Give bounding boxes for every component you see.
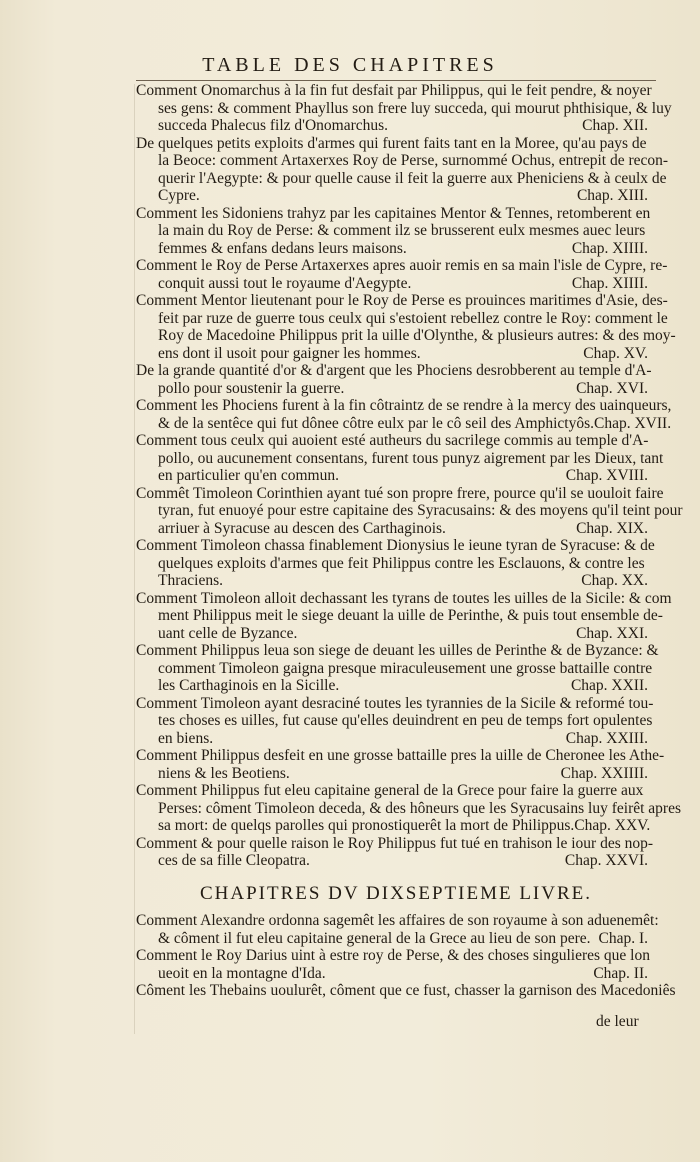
toc-entry-line-last bbox=[136, 625, 656, 643]
catchword: de leur bbox=[596, 1013, 639, 1030]
chapter-number: Chap. I. bbox=[598, 929, 648, 947]
toc-entry bbox=[136, 537, 656, 590]
toc-entry-text: conquit aussi tout le royaume d'Aegypte. bbox=[158, 274, 412, 292]
chapter-number: Chap. XX. bbox=[581, 572, 648, 589]
toc-entry-text: les Carthaginois en la Sicille. bbox=[158, 677, 340, 694]
chapter-number: Chap. XXV. bbox=[574, 817, 651, 834]
toc-entry-text: Cypre. bbox=[158, 187, 200, 204]
toc-entry-text: uant celle de Byzance. bbox=[158, 624, 298, 642]
toc-entry-line-last bbox=[136, 765, 656, 783]
toc-entry-text: quelques exploits d'armes que feit Philippus contre les Esclauons, & contre les bbox=[158, 554, 645, 572]
left-margin-line bbox=[134, 84, 135, 1034]
chapter-list-book-17 bbox=[136, 912, 676, 1000]
toc-entry bbox=[136, 484, 683, 538]
toc-entry-text: Comment le Roy Darius uint à estre roy de Perse, & des choses singulieres que lon bbox=[136, 947, 650, 964]
toc-entry-text: Comment les Sidoniens trahyz par les capitaines Mentor & Tennes, retomberent en bbox=[136, 204, 651, 222]
toc-entry bbox=[136, 835, 656, 870]
toc-entry-line-last bbox=[136, 117, 656, 135]
chapter-number: Chap. XVIII. bbox=[565, 467, 648, 484]
toc-entry-line-last bbox=[136, 275, 656, 293]
toc-entry bbox=[136, 947, 656, 982]
chapter-number: Chap. XVII. bbox=[594, 414, 672, 432]
toc-entry-text: Comment & pour quelle raison le Roy Philippus fut tué en trahison le iour des nop- bbox=[136, 834, 654, 852]
toc-entry-text: ment Philippus meit le siege deuant la uille de Perinthe, & puis tout ensemble de- bbox=[158, 607, 663, 624]
toc-entry-line-last bbox=[136, 965, 656, 983]
toc-entry-text: Comment Philippus leua son siege de deuant les uilles de Perinthe & de Byzance: & bbox=[136, 642, 659, 659]
toc-entry-text: tes choses es uilles, fut cause qu'elles deuindrent en peu de temps fort opulentes bbox=[158, 712, 653, 729]
toc-entry bbox=[136, 589, 672, 643]
toc-entry-text: Comment Philippus desfeit en une grosse battaille pres la uille de Cheronee les Athe- bbox=[136, 747, 665, 764]
toc-entry bbox=[136, 397, 672, 432]
toc-entry-text: Roy de Macedoine Philippus prit la uille d'Olynthe, & plusieurs autres: & des moy- bbox=[158, 327, 676, 344]
toc-entry-text: en particulier qu'en commun. bbox=[158, 467, 339, 484]
section-title: CHAPITRES DV DIXSEPTIEME LIVRE. bbox=[199, 883, 593, 904]
toc-entry bbox=[136, 82, 672, 135]
toc-entry bbox=[136, 695, 656, 748]
toc-entry-text: la main du Roy de Perse: & comment ilz se brusserent eulx mesmes auec leurs bbox=[158, 222, 646, 239]
toc-entry-text: niens & les Beotiens. bbox=[158, 764, 290, 782]
toc-entry-line-last bbox=[136, 520, 656, 538]
toc-entry-line-last bbox=[136, 345, 656, 363]
chapter-number: Chap. XIIII. bbox=[571, 239, 648, 257]
toc-entry-line-last bbox=[136, 930, 656, 948]
chapter-number: Chap. XII. bbox=[582, 117, 648, 134]
toc-entry-text: sa mort: de quelqs parolles qui pronostiquerêt la mort de Philippus. bbox=[158, 817, 575, 834]
toc-entry-text: comment Timoleon gaigna presque miraculeusement une grosse battaille contre bbox=[158, 659, 653, 677]
chapter-number: Chap. XIII. bbox=[576, 187, 648, 204]
toc-entry-text: pollo, ou aucunement consentans, furent tous punyz aigrement par les Dieux, tant bbox=[158, 449, 664, 467]
toc-entry-line-last bbox=[136, 240, 656, 258]
toc-entry-line-last bbox=[136, 380, 656, 398]
toc-entry-text: Comment les Phociens furent à la fin côtraintz de se rendre à la mercy des uainqueurs, bbox=[136, 397, 672, 414]
chapter-number: Chap. XXI. bbox=[576, 624, 648, 642]
toc-entry-text: & de la sentêce qui fut dônee côtre eulx par le cô seil des Amphictyôs. bbox=[158, 414, 595, 432]
toc-entry-text: Côment les Thebains uoulurêt, côment que ce fust, chasser la garnison des Macedoniês bbox=[136, 982, 676, 999]
toc-entry-text: Comment Alexandre ordonna sagemêt les affaires de son royaume à son aduenemêt: bbox=[136, 912, 659, 929]
toc-entry-text: succeda Phalecus filz d'Onomarchus. bbox=[158, 117, 389, 134]
chapter-number: Chap. XVI. bbox=[576, 379, 648, 397]
toc-entry-text: & côment il fut eleu capitaine general de la Grece au lieu de son pere. bbox=[158, 929, 591, 947]
toc-entry-text: Comment le Roy de Perse Artaxerxes apres auoir remis en sa main l'isle de Cypre, re- bbox=[136, 257, 668, 274]
toc-entry-text: feit par ruze de guerre tous ceulx qui s'estoient rebellez contre le Roy: comment le bbox=[158, 309, 668, 327]
toc-entry-text: Comment Philippus fut eleu capitaine general de la Grece pour faire la guerre aux bbox=[136, 782, 644, 799]
toc-entry-text: ueoit en la montagne d'Ida. bbox=[158, 964, 326, 982]
toc-entry-text: De quelques petits exploits d'armes qui furent faits tant en la Moree, qu'au pays de bbox=[136, 134, 647, 152]
toc-entry-text: querir l'Aegypte: & pour quelle cause il feit la guerre aux Pheniciens & à ceulx de bbox=[158, 169, 667, 187]
toc-entry-text: ces de sa fille Cleopatra. bbox=[158, 852, 310, 869]
toc-entry-line-last bbox=[136, 817, 656, 835]
toc-entry bbox=[136, 134, 669, 205]
chapter-number: Chap. XXIII. bbox=[565, 729, 648, 747]
toc-entry-text: Comment Timoleon ayant desraciné toutes les tyrannies de la Sicile & reformé tou- bbox=[136, 694, 654, 712]
toc-entry bbox=[136, 362, 656, 397]
toc-entry bbox=[136, 782, 682, 835]
toc-entry bbox=[136, 982, 676, 1000]
toc-entry bbox=[136, 642, 659, 695]
toc-entry-text: en biens. bbox=[158, 729, 214, 747]
toc-entry-text: Comment tous ceulx qui auoient esté autheurs du sacrilege commis au temple d'A- bbox=[136, 432, 649, 449]
toc-entry bbox=[136, 205, 656, 258]
toc-entry bbox=[136, 292, 676, 362]
toc-entry-text: pollo pour soustenir la guerre. bbox=[158, 379, 345, 397]
toc-entry bbox=[136, 257, 668, 292]
toc-entry-text: ses gens: & comment Phayllus son frere luy succeda, qui mourut phthisique, & luy bbox=[158, 99, 672, 117]
chapter-number: Chap. XV. bbox=[583, 344, 648, 362]
toc-entry-text: Comment Timoleon alloit dechassant les tyrans de toutes les uilles de la Sicile: & com bbox=[136, 589, 672, 607]
toc-entry-text: De la grande quantité d'or & d'argent que les Phociens desrobberent au temple d'A- bbox=[136, 362, 652, 379]
toc-entry bbox=[136, 432, 664, 485]
header-rule bbox=[136, 80, 656, 81]
chapter-number: Chap. II. bbox=[593, 964, 648, 982]
toc-entry-text: Comment Onomarchus à la fin fut desfait par Philippus, qui le feit pendre, & noyer bbox=[136, 82, 652, 99]
toc-entry-line-last bbox=[136, 572, 656, 590]
toc-entry-line-last bbox=[136, 187, 656, 205]
toc-entry-text: Comment Mentor lieutenant pour le Roy de Perse es prouinces maritimes d'Asie, des- bbox=[136, 292, 668, 309]
chapter-list bbox=[136, 82, 683, 870]
toc-entry-text: Comment Timoleon chassa finablement Dionysius le ieune tyran de Syracuse: & de bbox=[136, 537, 655, 554]
toc-entry-line-last bbox=[136, 677, 656, 695]
chapter-number: Chap. XXII. bbox=[570, 677, 648, 694]
running-head: TABLE DES CHAPITRES bbox=[202, 54, 498, 76]
toc-entry-text: arriuer à Syracuse au descen des Carthaginois. bbox=[158, 519, 446, 537]
toc-entry-text: la Beoce: comment Artaxerxes Roy de Perse, surnommé Ochus, entrepit de recon- bbox=[158, 152, 669, 169]
toc-entry-text: ens dont il usoit pour gaigner les hommes. bbox=[158, 344, 421, 362]
toc-entry-line-last bbox=[136, 467, 656, 485]
chapter-number: Chap. XXVI. bbox=[564, 852, 648, 869]
toc-entry-text: femmes & enfans dedans leurs maisons. bbox=[158, 239, 407, 257]
toc-entry-text: Commêt Timoleon Corinthien ayant tué son propre frere, pource qu'il se uouloit faire bbox=[136, 484, 664, 502]
toc-entry-line-last bbox=[136, 852, 656, 870]
toc-entry bbox=[136, 912, 659, 947]
chapter-number: Chap. XIX. bbox=[576, 519, 648, 537]
toc-entry-text: Perses: côment Timoleon deceda, & des hôneurs que les Syracusains luy feirêt apres bbox=[158, 799, 682, 817]
chapter-number: Chap. XIIII. bbox=[571, 274, 648, 292]
toc-entry-line-last bbox=[136, 730, 656, 748]
toc-entry bbox=[136, 747, 665, 782]
toc-entry-text: Thraciens. bbox=[158, 572, 223, 589]
chapter-number: Chap. XXIIII. bbox=[560, 764, 648, 782]
toc-entry-line-last bbox=[136, 414, 672, 433]
toc-entry-text: tyran, fut enuoyé pour estre capitaine des Syracusains: & des moyens qu'il teint pour bbox=[158, 502, 683, 519]
